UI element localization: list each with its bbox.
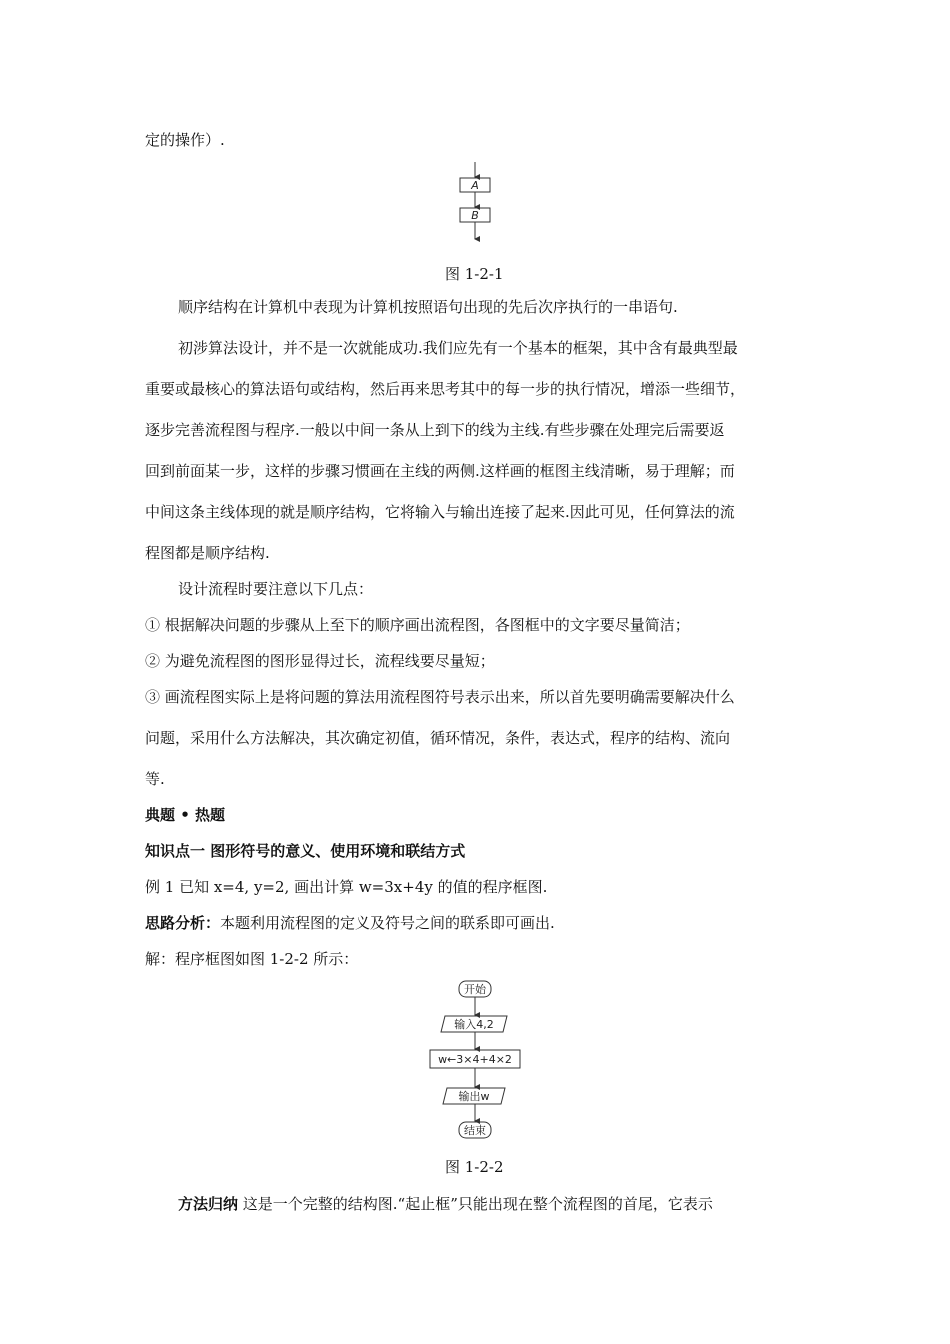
note-point-3-end: 等. (145, 770, 165, 788)
solution-line: 解：程序框图如图 1-2-2 所示： (145, 950, 359, 968)
note-point-3-cont: 问题，采用什么方法解决，其次确定初值，循环情况，条件，表达式，程序的结构、流向 (145, 729, 731, 747)
section-title: 典题 • 热题 (145, 806, 226, 824)
figure-1-2-1 (455, 160, 495, 242)
figure-1-2-2-caption: 图 1-2-2 (445, 1158, 504, 1176)
input-label: 输入4,2 (454, 1018, 494, 1031)
method-text: 这是一个完整的结构图.“起止框”只能出现在整个流程图的首尾，它表示 (238, 1195, 713, 1213)
analysis-line (145, 912, 555, 933)
end-label: 结束 (464, 1124, 486, 1137)
paragraph-line: 重要或最核心的算法语句或结构，然后再来思考其中的每一步的执行情况，增添一些细节， (145, 380, 746, 398)
assign-label: w←3×4+4×2 (438, 1053, 512, 1066)
paragraph-line: 回到前面某一步，这样的步骤习惯画在主线的两侧.这样画的框图主线清晰，易于理解；而 (145, 462, 735, 480)
output-label: 输出w (458, 1090, 490, 1103)
paragraph-notes-intro: 设计流程时要注意以下几点： (178, 580, 374, 598)
box-b-label: B (471, 209, 479, 222)
note-point-2: ② 为避免流程图的图形显得过长，流程线要尽量短； (145, 652, 495, 670)
note-point-1: ① 根据解决问题的步骤从上至下的顺序画出流程图，各图框中的文字要尽量简洁； (145, 616, 690, 634)
paragraph-line: 程图都是顺序结构. (145, 544, 270, 562)
paragraph-line: 中间这条主线体现的就是顺序结构，它将输入与输出连接了起来.因此可见，任何算法的流 (145, 503, 735, 521)
method-summary (178, 1193, 713, 1214)
top-line: 定的操作）. (145, 131, 225, 149)
figure-1-2-1-caption: 图 1-2-1 (445, 265, 504, 283)
paragraph-line: 初涉算法设计，并不是一次就能成功.我们应先有一个基本的框架，其中含有最典型最 (178, 339, 738, 357)
box-a-label: A (471, 179, 479, 192)
knowledge-point-title: 知识点一 图形符号的意义、使用环境和联结方式 (145, 842, 466, 860)
note-point-3: ③ 画流程图实际上是将问题的算法用流程图符号表示出来，所以首先要明确需要解决什么 (145, 688, 735, 706)
analysis-label: 思路分析： (145, 914, 221, 932)
paragraph-line: 逐步完善流程图与程序.一般以中间一条从上到下的线为主线.有些步骤在处理完后需要返 (145, 421, 725, 439)
paragraph-sequence-structure: 顺序结构在计算机中表现为计算机按照语句出现的先后次序执行的一串语句. (178, 298, 678, 316)
example-1: 例 1 已知 x=4, y=2, 画出计算 w=3x+4y 的值的程序框图. (145, 878, 548, 896)
figure-1-2-2-flowchart (425, 978, 525, 1150)
start-label: 开始 (464, 983, 486, 996)
analysis-text: 本题利用流程图的定义及符号之间的联系即可画出. (220, 914, 555, 932)
method-label: 方法归纳 (178, 1195, 239, 1213)
